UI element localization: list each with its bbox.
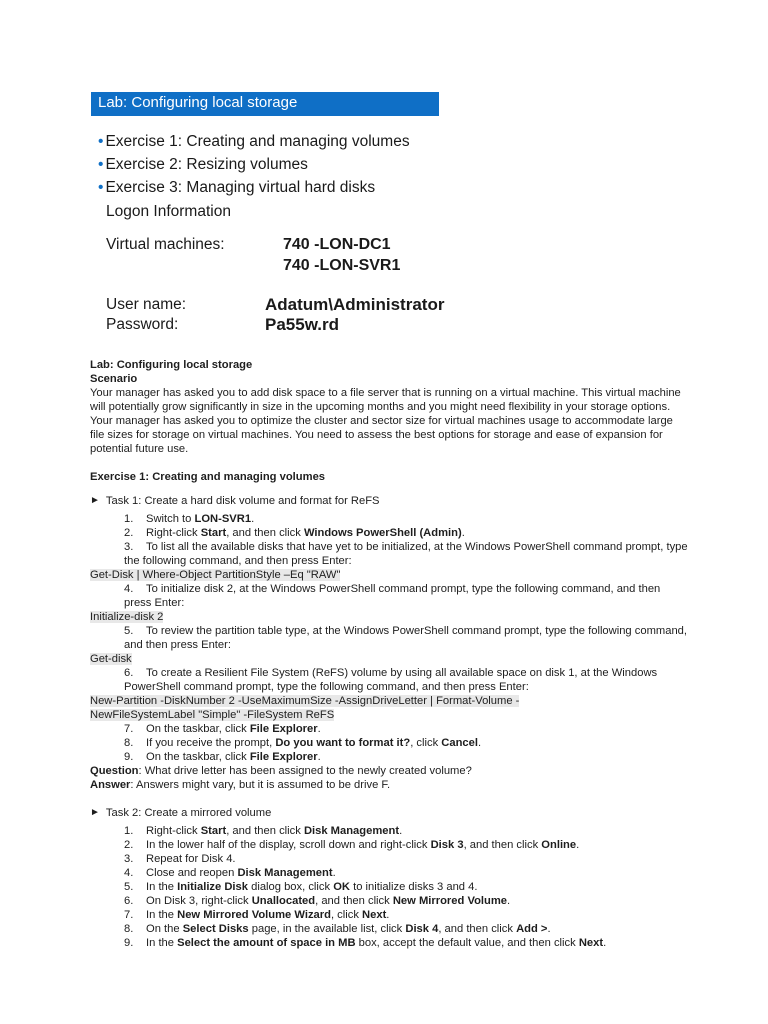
user-value: Adatum\Administrator — [265, 295, 445, 314]
list-item: 2. In the lower half of the display, scroll down and right-click Disk 3, and then click Online. — [124, 839, 580, 851]
lab-heading: Lab: Configuring local storage — [90, 359, 253, 371]
vm1-value: 740 -LON-DC1 — [283, 236, 391, 253]
list-item: 8. On the Select Disks page, in the available list, click Disk 4, and then click Add >. — [124, 923, 551, 935]
code-line: Get-Disk | Where-Object PartitionStyle –Eq "RAW" — [90, 569, 341, 581]
code-line: NewFileSystemLabel "Simple" -FileSystem ReFS — [90, 709, 335, 721]
exercise-item: • Exercise 2: Resizing volumes — [98, 156, 308, 173]
logon-title: Logon Information — [106, 203, 231, 220]
password-value: Pa55w.rd — [265, 315, 340, 334]
code-line: Initialize-disk 2 — [90, 611, 164, 623]
list-item: 4. To initialize disk 2, at the Windows PowerShell command prompt, type the following command, and then press Enter: — [124, 583, 661, 609]
list-item: 3. To list all the available disks that have yet to be initialized, at the Windows PowerShell command prompt, type the following command, and then press Enter: — [124, 541, 688, 567]
list-item: 3. Repeat for Disk 4. — [124, 853, 236, 865]
scenario-heading: Scenario — [90, 373, 138, 385]
task2-heading: ► Task 2: Create a mirrored volume — [90, 807, 272, 819]
list-item: 5. To review the partition table type, at the Windows PowerShell command prompt, type the following command, and then press Enter: — [124, 625, 687, 651]
list-item: 6. On Disk 3, right-click Unallocated, and then click New Mirrored Volume. — [124, 895, 511, 907]
list-item: 8. If you receive the prompt, Do you want to format it?, click Cancel. — [124, 737, 482, 749]
lab-title-banner: Lab: Configuring local storage — [91, 92, 439, 116]
password-label: Password: — [106, 316, 179, 333]
vm-label: Virtual machines: — [106, 236, 225, 253]
list-item: 4. Close and reopen Disk Management. — [124, 867, 336, 879]
exercise-list — [98, 130, 410, 199]
triangle-bullet-icon: ► — [90, 807, 100, 818]
document-body — [90, 358, 690, 950]
vm2-value: 740 -LON-SVR1 — [283, 257, 401, 274]
question: Question: What drive letter has been assigned to the newly created volume? — [90, 765, 472, 777]
list-item: 7. In the New Mirrored Volume Wizard, click Next. — [124, 909, 390, 921]
list-item: 1. Right-click Start, and then click Disk Management. — [124, 825, 403, 837]
scenario-text: Your manager has asked you to add disk space to a file server that is running on a virtual machine. This virtual machine will potentially grow significantly in size in the upcoming months and you might need flexibility in your storage options. Your manager has asked you to optimize the cluster and sector size for virtual machines usage to accommodate large file sizes for storage on virtual machines. You need to assess the best options for storage and ease of expansion for potential future use. — [90, 387, 681, 455]
list-item: 7. On the taskbar, click File Explorer. — [124, 723, 321, 735]
user-label: User name: — [106, 296, 187, 313]
list-item: 6. To create a Resilient File System (ReFS) volume by using all available space on disk 1, at the Windows PowerShell command prompt, type the following command, and then press Enter: — [124, 667, 658, 693]
list-item: 2. Right-click Start, and then click Windows PowerShell (Admin). — [124, 527, 465, 539]
task1-heading: ► Task 1: Create a hard disk volume and format for ReFS — [90, 495, 380, 507]
answer: Answer: Answers might vary, but it is assumed to be drive F. — [90, 779, 391, 791]
list-item: 9. In the Select the amount of space in MB box, accept the default value, and then click Next. — [124, 937, 607, 949]
code-line: New-Partition -DiskNumber 2 -UseMaximumSize -AssignDriveLetter | Format-Volume - — [90, 695, 520, 707]
code-line: Get-disk — [90, 653, 132, 665]
exercise1-heading: Exercise 1: Creating and managing volumes — [90, 471, 326, 483]
exercise-item: • Exercise 3: Managing virtual hard disks — [98, 179, 376, 196]
list-item: 1. Switch to LON-SVR1. — [124, 513, 255, 525]
list-item: 5. In the Initialize Disk dialog box, click OK to initialize disks 3 and 4. — [124, 881, 478, 893]
triangle-bullet-icon: ► — [90, 495, 100, 506]
exercise-item: • Exercise 1: Creating and managing volumes — [98, 133, 410, 150]
list-item: 9. On the taskbar, click File Explorer. — [124, 751, 321, 763]
